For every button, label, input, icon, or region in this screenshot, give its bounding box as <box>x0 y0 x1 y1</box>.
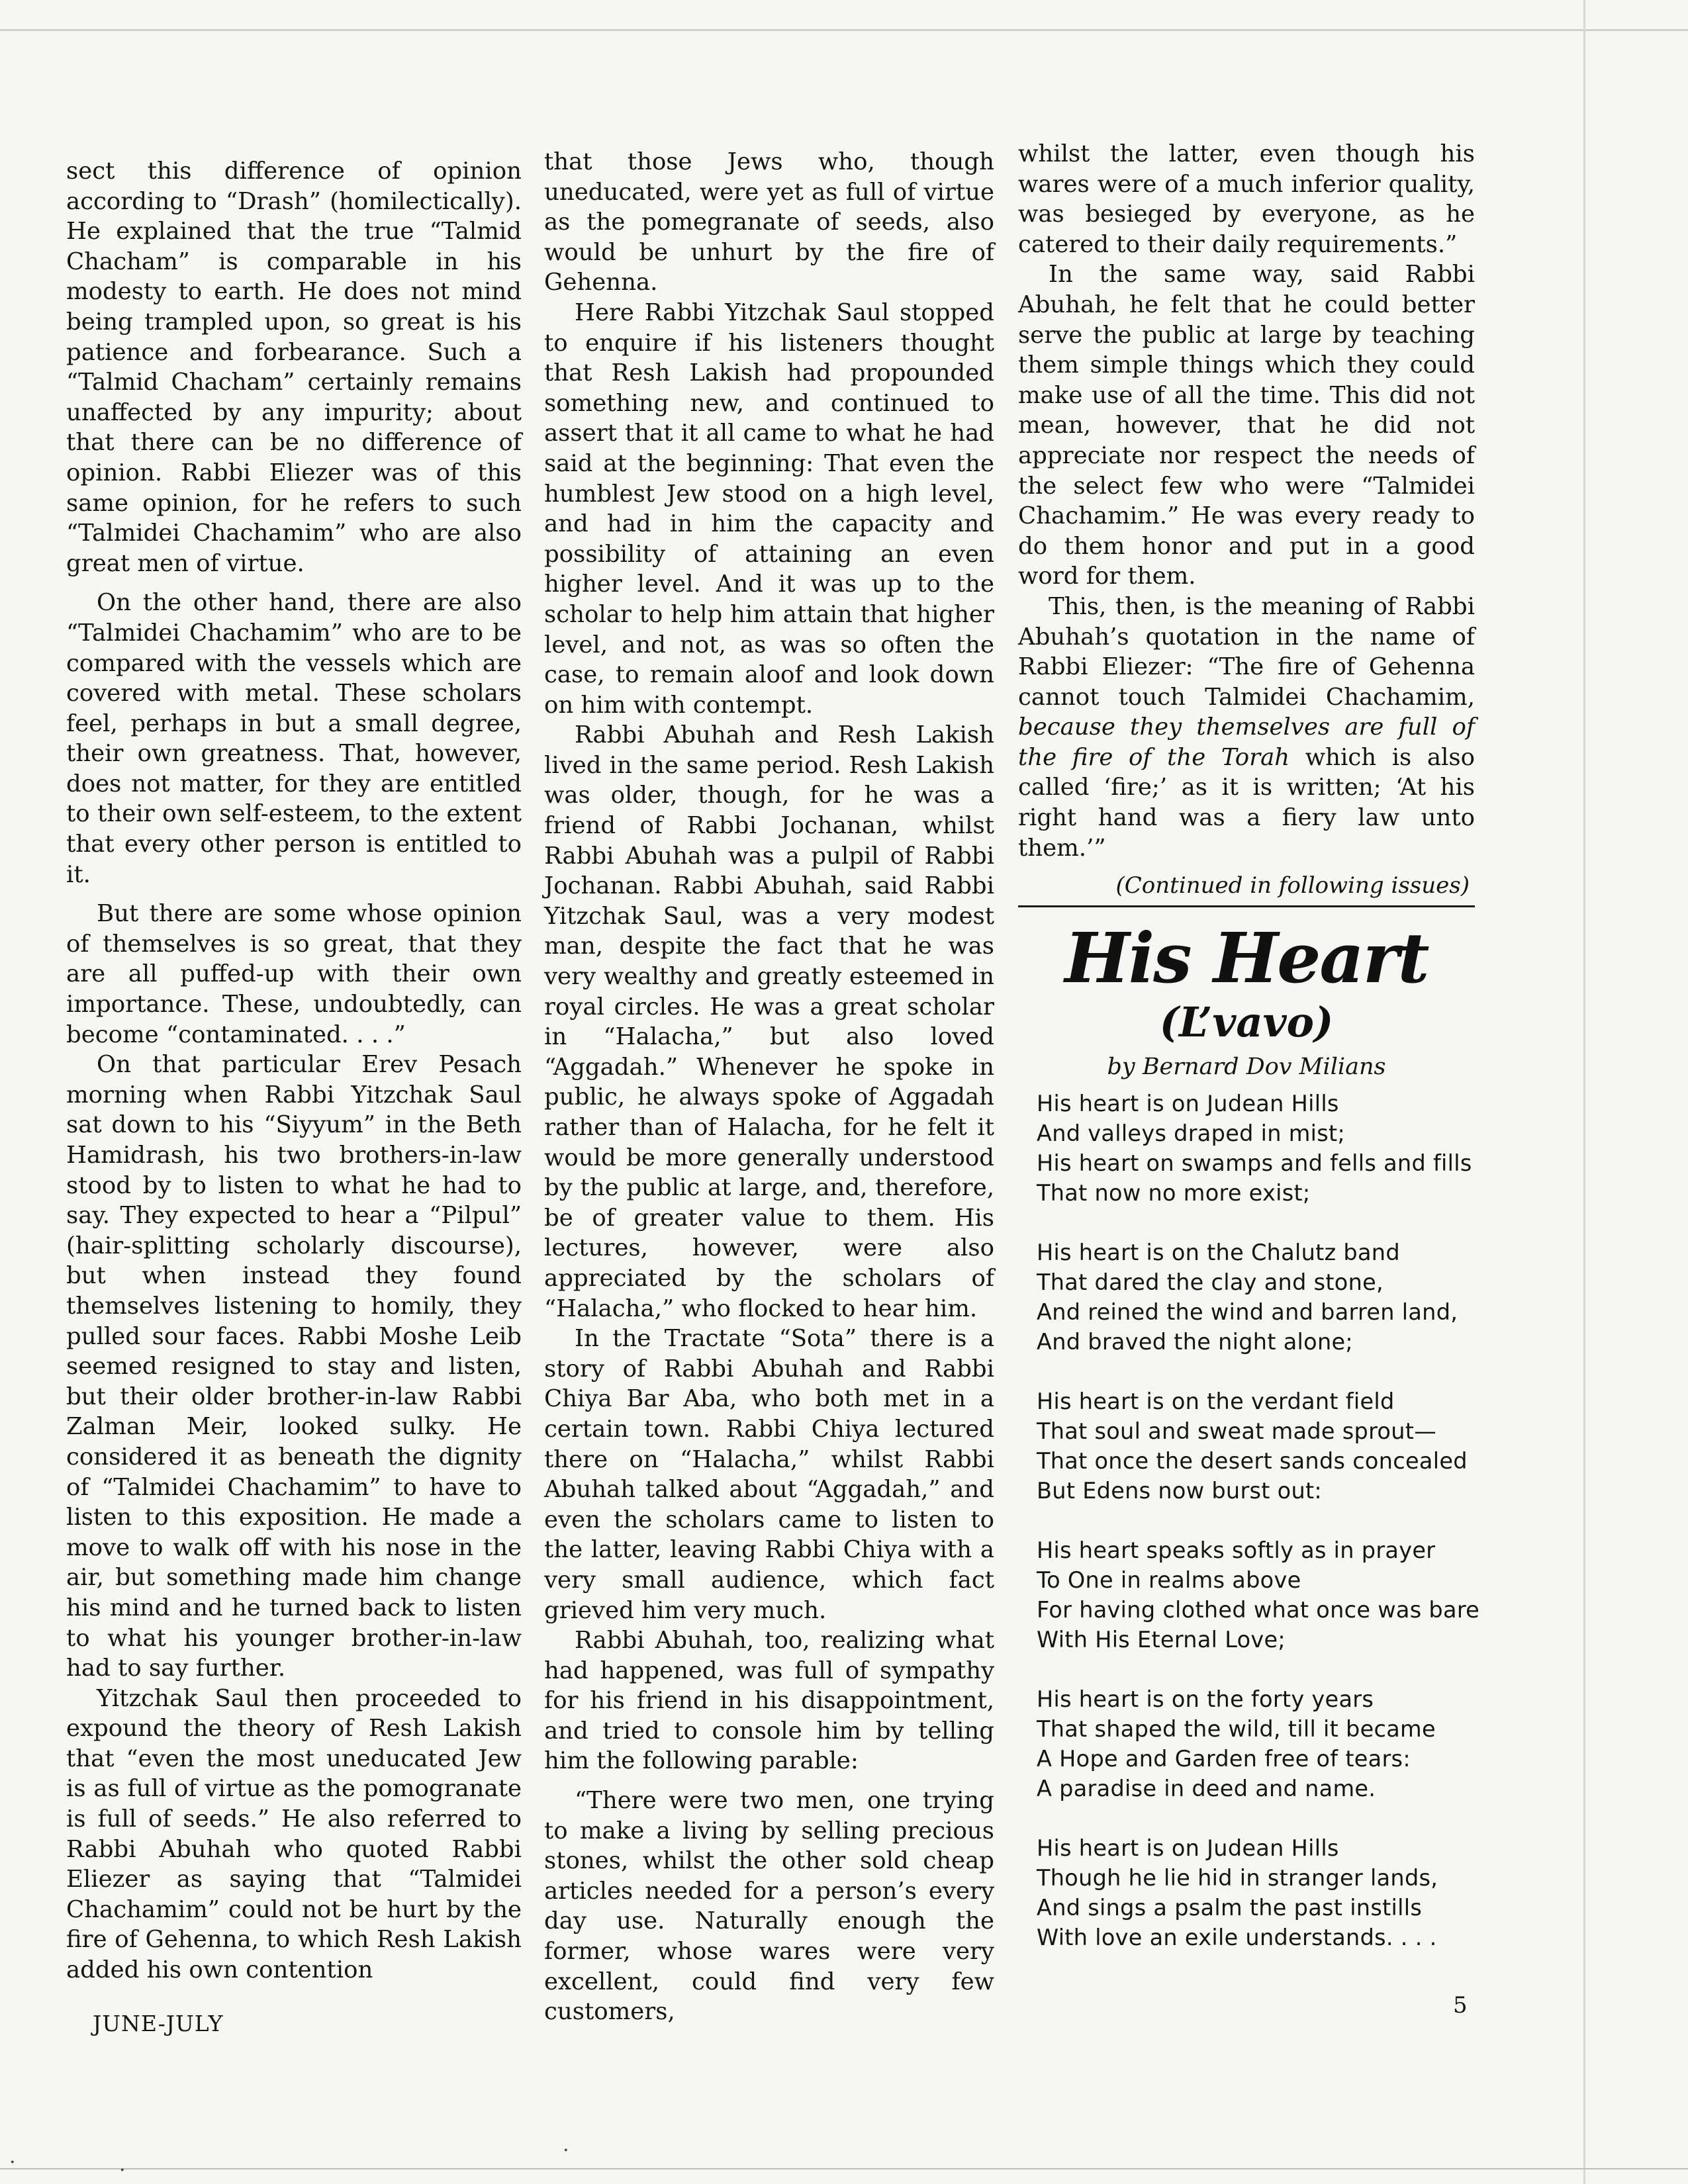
paragraph-emphasis: because they themselves are full of the fire of the Torah <box>1018 713 1475 771</box>
paragraph: sect this difference of opinion according to “Drash” (homilectically). He explained that the true “Talmid Chacham” is comparable in his modesty to earth. He does not mind being trampled upon, so great is his patience and forbearance. Such a “Talmid Chacham” certainly remains unaffected by any impurity; about that there can be no difference of opinion. Rabbi Eliezer was of this same opinion, for he refers to such “Talmidei Chachamim” who are also great men of virtue. <box>66 158 522 577</box>
issue-date: JUNE-JULY <box>93 2011 224 2036</box>
paragraph: whilst the latter, even though his wares were of a much inferior quality, was besieged by everyone, as he catered to their daily requirements.” <box>1018 140 1475 258</box>
poem-line: His heart is on the Chalutz band <box>1037 1239 1400 1265</box>
article-column-1 <box>66 156 522 1985</box>
paragraph-lead: This, then, is the meaning of Rabbi Abuhah’s quotation in the name of Rabbi Eliezer: “The fire of Gehenna cannot touch Talmidei Chachamim, <box>1018 592 1475 711</box>
poem-line: His heart is on the verdant field <box>1037 1388 1395 1414</box>
poem-line: His heart is on Judean Hills <box>1037 1835 1339 1861</box>
poem-stanza <box>1037 1089 1475 1208</box>
poem-line: That once the desert sands concealed <box>1037 1447 1468 1474</box>
paragraph: But there are some whose opinion of themselves is so great, that they are all puffed-up with their own importance. These, undoubtedly, can become “contaminated. . . .” <box>66 900 522 1048</box>
poem-line: A Hope and Garden free of tears: <box>1037 1745 1411 1772</box>
paragraph: On that particular Erev Pesach morning when Rabbi Yitzchak Saul sat down to his “Siyyum” in the Beth Hamidrash, his two brothers-in-law stood by to listen to what he had to say. They expected to hear a “Pilpul” (hair-splitting scholarly discourse), but when instead they found themselves listening to homily, they pulled sour faces. Rabbi Moshe Leib seemed resigned to stay and listen, but their older brother-in-law Rabbi Zalman Meir, looked sulky. He considered it as beneath the dignity of “Talmidei Chachamim” to have to listen to this exposition. He made a move to walk off with his nose in the air, but something made him change his mind and he turned back to listen to what his younger brother-in-law had to say further. <box>66 1051 522 1682</box>
poem-stanza <box>1037 1684 1475 1803</box>
paragraph-tail: which is also called ‘fire;’ as it is written; ‘At his right hand was a fiery law unto them.’” <box>1018 743 1475 862</box>
paragraph: that those Jews who, though uneducated, were yet as full of virtue as the pomegranate of seeds, also would be unhurt by the fire of Gehenna. <box>544 148 994 296</box>
poem-line: His heart is on Judean Hills <box>1037 1090 1339 1116</box>
poem-subtitle: (L’vavo) <box>1159 997 1334 1046</box>
paragraph <box>1018 592 1475 863</box>
poem-body <box>1018 1089 1480 1952</box>
paragraph: Yitzchak Saul then proceeded to expound the theory of Resh Lakish that “even the most uneducated Jew is as full of virtue as the pomogranate is full of seeds.” He also referred to Rabbi Abuhah who quoted Rabbi Eliezer as saying that “Talmidei Chachamim” could not be hurt by the fire of Gehenna, to which Resh Lakish added his own contention <box>66 1684 522 1984</box>
paragraph: Rabbi Abuhah, too, realizing what had happened, was full of sympathy for his friend in his disappointment, and tried to console him by telling him the following parable: <box>544 1627 994 1775</box>
poem-stanza <box>1037 1535 1480 1655</box>
poem-line: And valleys draped in mist; <box>1037 1120 1346 1146</box>
article-column-2 <box>544 147 994 2027</box>
poem-line: For having clothed what once was bare <box>1037 1596 1480 1623</box>
paragraph: In the same way, said Rabbi Abuhah, he felt that he could better serve the public at large by teaching them simple things which they could make use of all the time. This did not mean, however, that he did not appreciate nor respect the needs of the select few who were “Talmidei Chachamim.” He was every ready to do them honor and put in a good word for them. <box>1018 261 1475 590</box>
scan-speck: · <box>563 2139 569 2162</box>
scan-speck: · <box>9 2151 16 2174</box>
poem-line: To One in realms above <box>1037 1567 1301 1593</box>
poem-line: With His Eternal Love; <box>1037 1626 1286 1653</box>
paragraph: On the other hand, there are also “Talmidei Chachamim” who are to be compared with the vessels which are covered with metal. These scholars feel, perhaps in but a small degree, their own greatness. That, however, does not matter, for they are entitled to their own self-esteem, to the extent that every other person is entitled to it. <box>66 589 522 888</box>
paragraph: Rabbi Abuhah and Resh Lakish lived in the same period. Resh Lakish was older, though, for he was a friend of Rabbi Jochanan, whilst Rabbi Abuhah was a pulpil of Rabbi Jochanan. Rabbi Abuhah, said Rabbi Yitzchak Saul, was a very modest man, despite the fact that he was very wealthy and greatly esteemed in royal circles. He was a great scholar in “Halacha,” but also loved “Aggadah.” Whenever he spoke in public, he always spoke of Aggadah rather than of Halacha, for he felt it would be more generally understood by the public at large, and, therefore, be of greater value to them. His lectures, however, were also appreciated by the scholars of “Halacha,” who flocked to hear him. <box>544 721 994 1322</box>
poem-line: His heart on swamps and fells and fills <box>1037 1150 1472 1176</box>
poem-line: And reined the wind and barren land, <box>1037 1298 1458 1325</box>
poem-title: His Heart <box>1064 917 1429 999</box>
poem-line: And sings a psalm the past instills <box>1037 1894 1423 1921</box>
scan-edge-bottom <box>0 2168 1688 2169</box>
poem-byline: by Bernard Dov Milians <box>1107 1053 1386 1080</box>
poem-line: His heart is on the forty years <box>1037 1686 1374 1712</box>
page-number: 5 <box>1453 1992 1468 2019</box>
article-column-3 <box>1018 139 1480 1982</box>
poem-line: His heart speaks softly as in prayer <box>1037 1537 1436 1563</box>
poem-line: And braved the night alone; <box>1037 1328 1353 1355</box>
section-divider <box>1018 905 1475 907</box>
poem-line: That dared the clay and stone, <box>1037 1269 1383 1295</box>
poem-stanza <box>1037 1833 1475 1952</box>
poem-line: A paradise in deed and name. <box>1037 1775 1376 1801</box>
poem-stanza <box>1037 1238 1475 1357</box>
scan-speck: · <box>119 2159 126 2182</box>
poem-line: With love an exile understands. . . . <box>1037 1924 1437 1950</box>
continued-note: (Continued in following issues) <box>1115 872 1470 899</box>
poem-line: That now no more exist; <box>1037 1179 1311 1206</box>
scan-edge-right <box>1583 0 1585 2184</box>
scan-edge-top <box>0 29 1688 31</box>
poem-line: That soul and sweat made sprout— <box>1037 1418 1436 1444</box>
poem-line: Though he lie hid in stranger lands, <box>1037 1864 1438 1891</box>
paragraph: Here Rabbi Yitzchak Saul stopped to enquire if his listeners thought that Resh Lakish had propounded something new, and continued to assert that it all came to what he had said at the beginning: That even the humblest Jew stood on a high level, and had in him the capacity and possibility of attaining an even higher level. And it was up to the scholar to help him attain that higher level, and not, as was so often the case, to remain aloof and look down on him with contempt. <box>544 298 994 719</box>
poem-line: But Edens now burst out: <box>1037 1477 1323 1504</box>
poem-line: That shaped the wild, till it became <box>1037 1715 1436 1742</box>
paragraph: “There were two men, one trying to make a living by selling precious stones, whilst the other sold cheap articles needed for a person’s every day use. Naturally enough the former, whose wares were very excellent, could find very few customers, <box>544 1787 994 2026</box>
paragraph: In the Tractate “Sota” there is a story of Rabbi Abuhah and Rabbi Chiya Bar Aba, who both met in a certain town. Rabbi Chiya lectured there on “Halacha,” whilst Rabbi Abuhah talked about “Aggadah,” and even the scholars came to listen to the latter, leaving Rabbi Chiya with a very small audience, which fact grieved him very much. <box>544 1325 994 1624</box>
poem-stanza <box>1037 1387 1475 1506</box>
